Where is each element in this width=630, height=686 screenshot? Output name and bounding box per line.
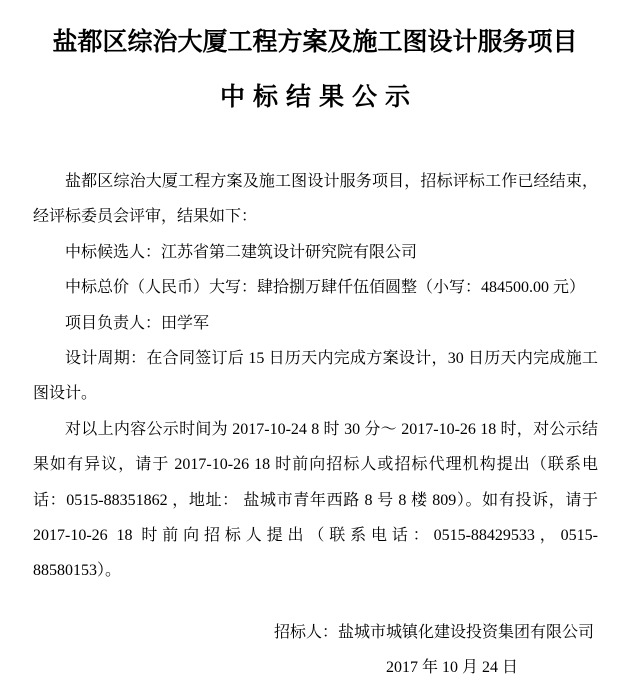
signoff-tenderer: 招标人：盐城市城镇化建设投资集团有限公司 xyxy=(273,623,594,641)
signoff-block xyxy=(0,615,630,686)
paragraph-publicity-notice: 对以上内容公示时间为 2017-10-24 8 时 30 分～ 2017-10-26 18 时，对公示结果如有异议，请于 2017-10-26 18 时前向招标人或招标代理机构提出（联系电话：0515-88351862 ，地址： 盐城市青年西路 8 号 8 楼 809）。如有投诉，请于 2017-10-26 18 时前向招标人提出（联系电话：0515-88429533，0515-88580153）。 xyxy=(33,420,598,580)
paragraph-winning-price: 中标总价（人民币）大写：肆拾捌万肆仟伍佰圆整（小写：484500.00 元） xyxy=(65,279,586,297)
title-line-project-name: 盐都区综治大厦工程方案及施工图设计服务项目 xyxy=(52,29,578,56)
paragraph-design-period: 设计周期：在合同签订后 15 日历天内完成方案设计，30 日历天内完成施工图设计。 xyxy=(33,350,598,403)
paragraph-winning-candidate: 中标候选人：江苏省第二建筑设计研究院有限公司 xyxy=(65,243,418,261)
paragraph-project-manager: 项目负责人：田学军 xyxy=(65,314,210,332)
title-line-result-heading: 中标结果公示 xyxy=(219,84,418,111)
paragraph-intro: 盐都区综治大厦工程方案及施工图设计服务项目，招标评标工作已经结束，经评标委员会评审，结果如下： xyxy=(33,173,598,226)
document-title xyxy=(0,0,630,125)
document-body xyxy=(0,164,630,589)
signoff-date: 2017 年 10 月 24 日 xyxy=(385,659,518,677)
